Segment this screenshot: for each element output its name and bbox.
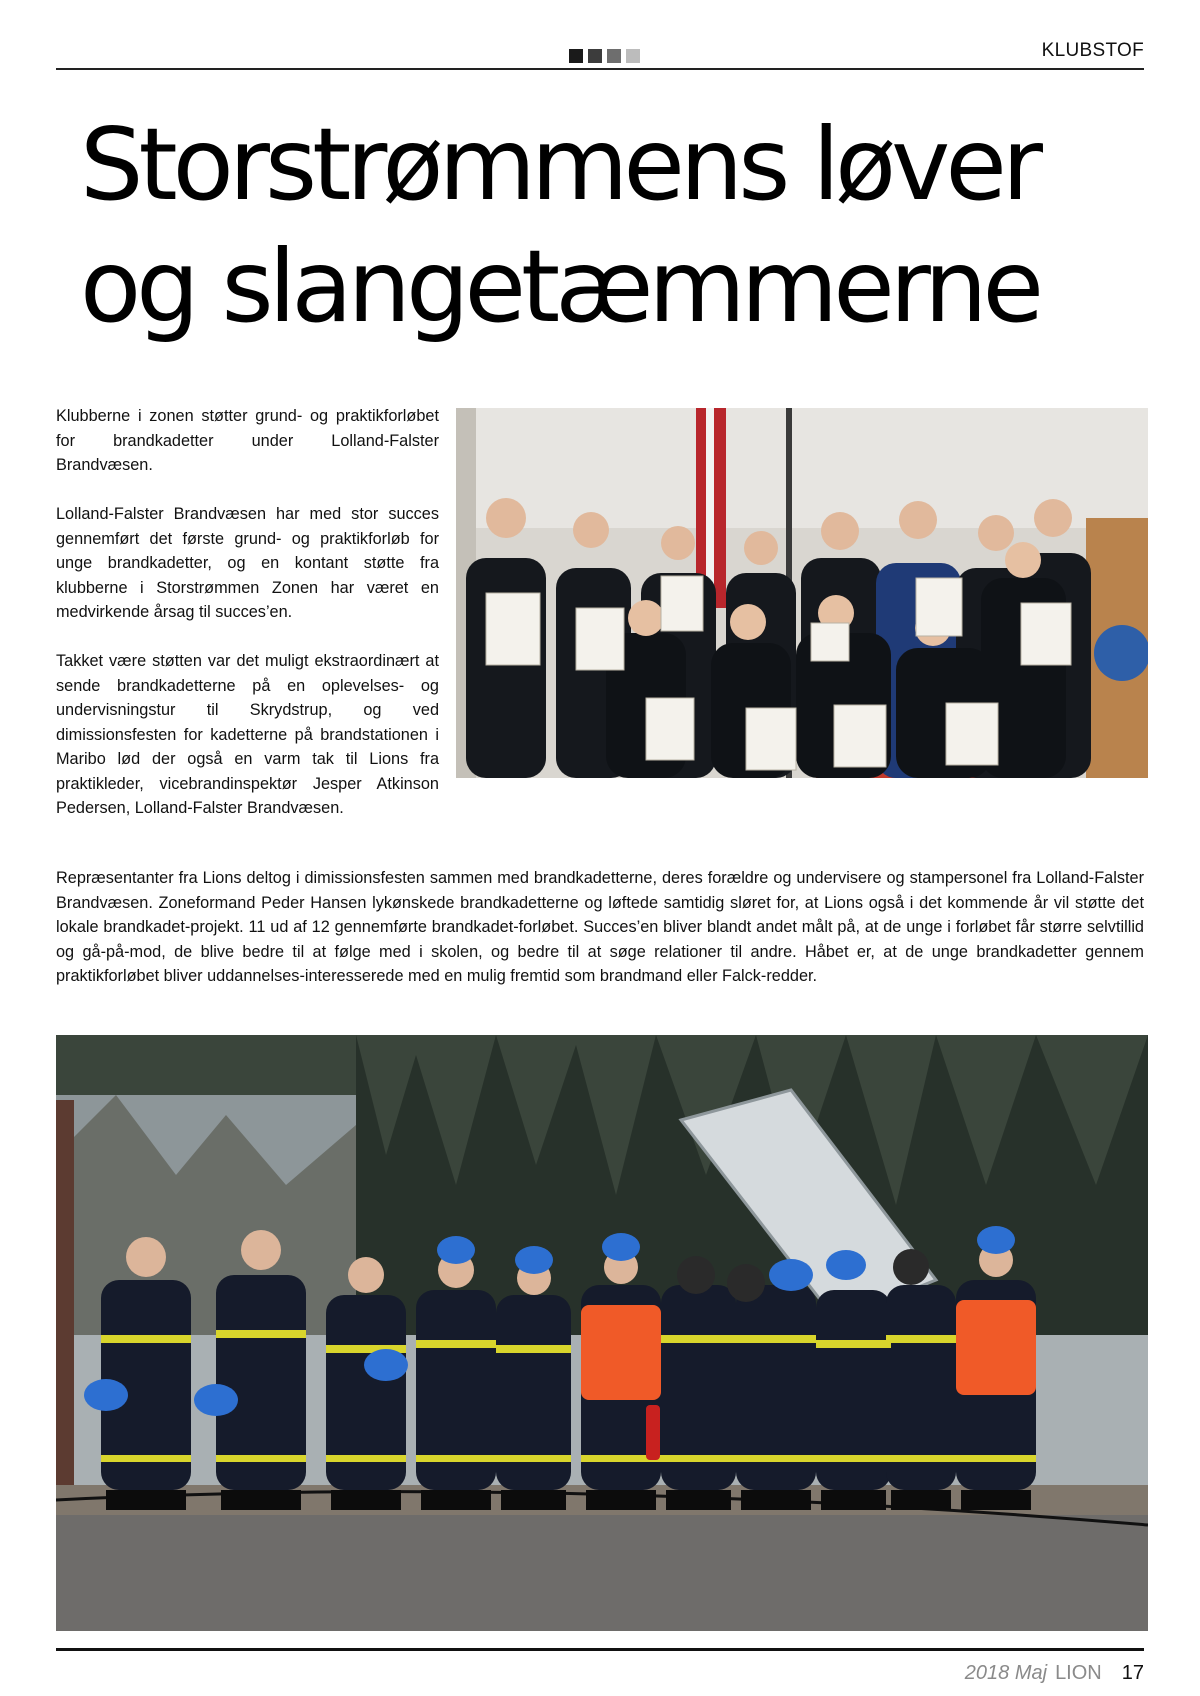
- footer: [965, 1662, 1144, 1685]
- header-divider: [56, 68, 1144, 70]
- body-paragraph: Repræsentanter fra Lions deltog i dimissionsfesten sammen med brandkadetterne, deres forældre og undervisere og stampersonel fra Lolland-Falster Brandvæsen. Zoneformand Peder Hansen lykønskede brandkadetterne og løftede samtidig sløret for, at Lions også i det kommende år vil støtte det lokale brandkadet-projekt. 11 ud af 12 gennemførte brandkadet-forløbet. Succes’en bliver blandt andet målt på, at de unge i forløbet får større selvtillid og gå-på-mod, de blive bedre til at følge med i skolen, og bedre til at søge relationer til andre. Håbet er, at de unge brandkadetter gennem praktikforløbet bliver uddannelses-interesserede med en mulig fremtid som brandmand eller Falck-redder.: [56, 869, 1144, 986]
- intro-paragraph-2: Lolland-Falster Brandvæsen har med stor succes gennemført det første grund- og praktikforløb for unge brandkadetter, og en kontant støtte fra klubberne i Storstrømmen Zonen har været en medvirkende årsag til succes’en.: [56, 505, 439, 621]
- intro-paragraph-1: Klubberne i zonen støtter grund- og praktikforløbet for brandkadetter under Lolland-Falster Brandvæsen.: [56, 407, 439, 474]
- ceremony-group-photo: [456, 408, 1148, 778]
- article-title: [80, 104, 1160, 348]
- article-title-line-2: og slangetæmmerne: [80, 228, 1039, 345]
- header-square-4: [626, 49, 640, 63]
- footer-divider: [56, 1648, 1144, 1651]
- header-squares-decoration: [569, 49, 640, 63]
- page-number: 17: [1121, 1662, 1144, 1684]
- article-title-line-1: Storstrømmens løver: [80, 106, 1038, 223]
- header-square-1: [569, 49, 583, 63]
- footer-year-number: 2018: [964, 1662, 1010, 1684]
- footer-year: [965, 1662, 1047, 1685]
- footer-month: Maj: [1014, 1662, 1048, 1684]
- intro-paragraph-3: Takket være støtten var det muligt ekstraordinært at sende brandkadetterne på en oplevelses- og undervisningstur til Skrydstrup, og ved dimissionsfesten for kadetterne på brandstationen i Maribo lød der også en varm tak til Lions fra praktikleder, vicebrandinspektør Jesper Atkinson Pedersen, Lolland-Falster Brandvæsen.: [56, 652, 439, 817]
- section-label: KLUBSTOF: [1041, 40, 1144, 61]
- intro-column: [56, 404, 439, 845]
- footer-magazine: LION: [1055, 1662, 1102, 1684]
- drill-photo-illustration: [56, 1035, 1148, 1631]
- header-square-3: [607, 49, 621, 63]
- firefighter-cadets-photo: [56, 1035, 1148, 1631]
- ceremony-photo-illustration: [456, 408, 1148, 778]
- header-square-2: [588, 49, 602, 63]
